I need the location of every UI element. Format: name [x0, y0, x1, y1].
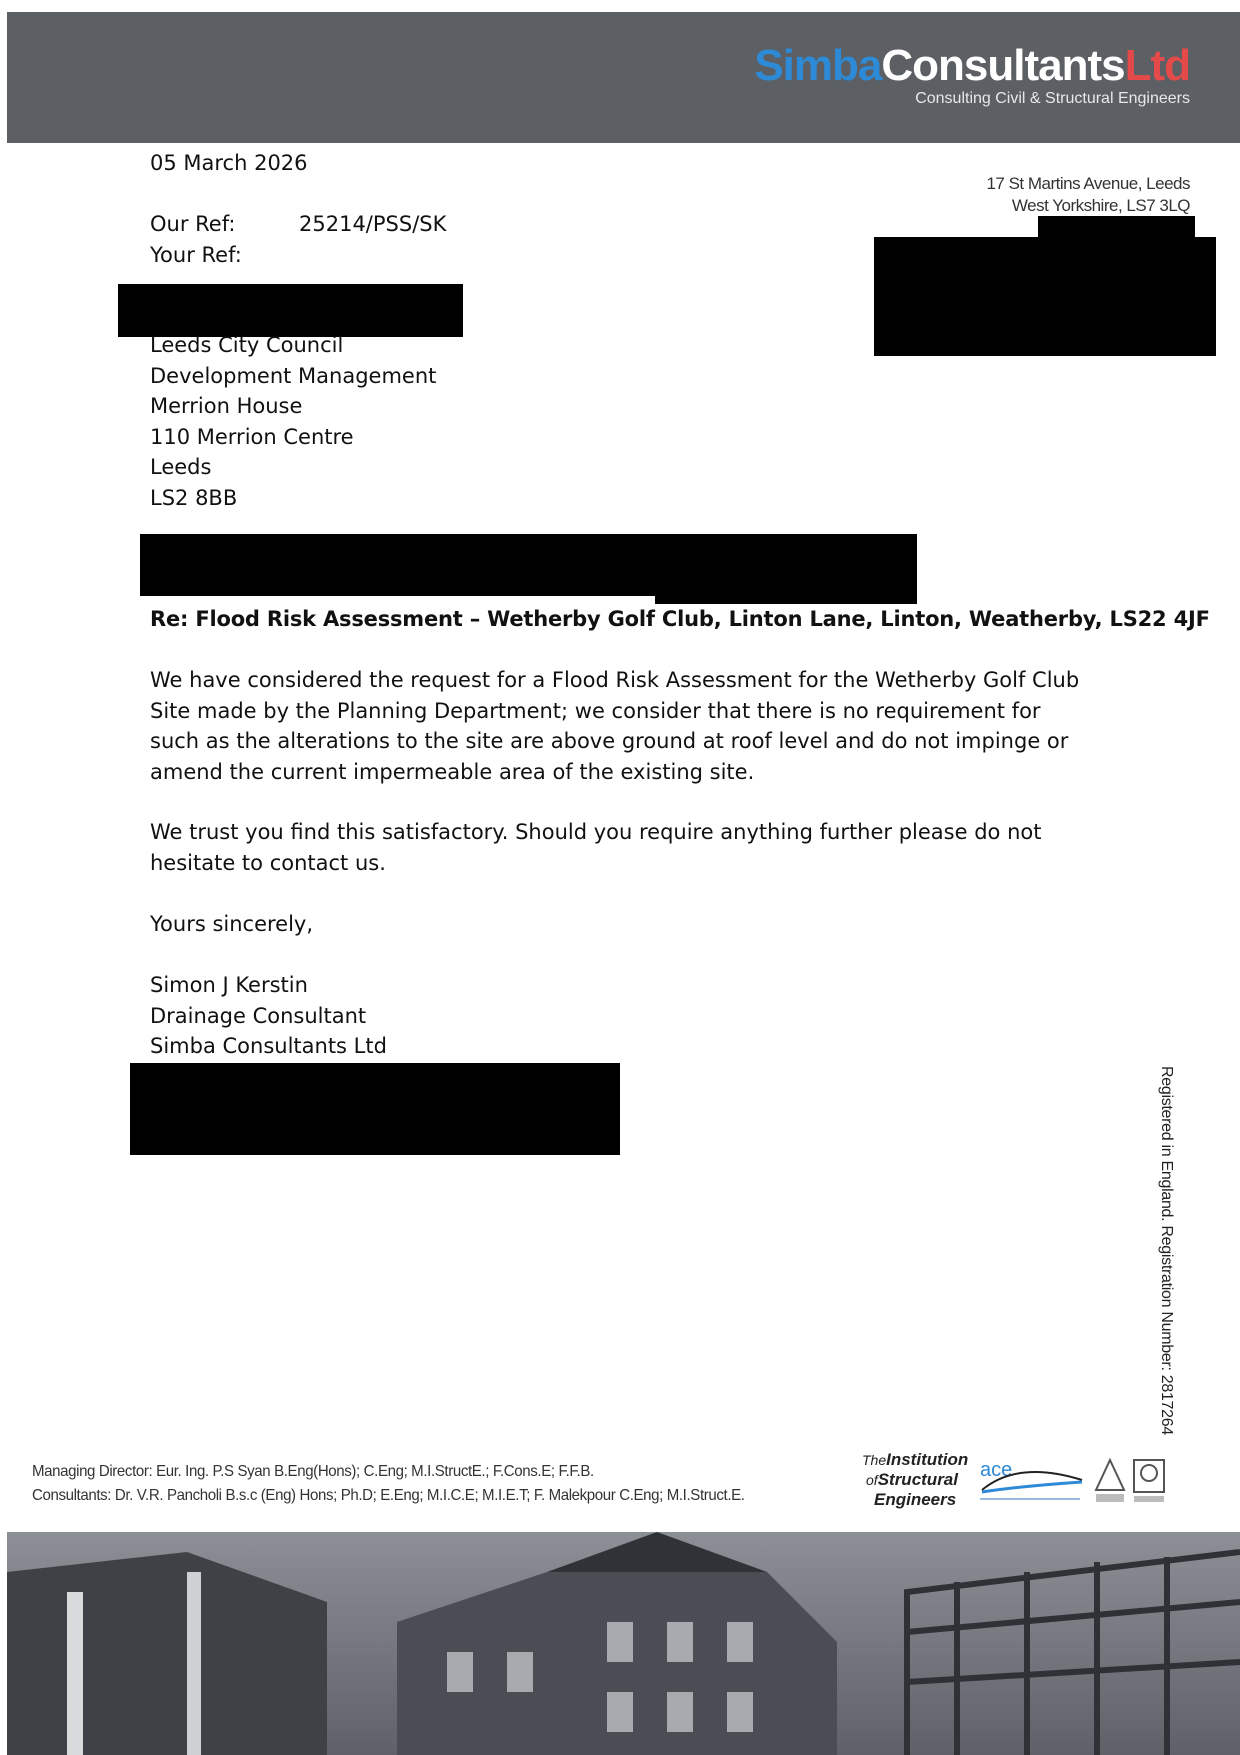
- istructe-logo: TheInstitution ofStructural Engineers: [862, 1450, 969, 1509]
- certification-badges: [1092, 1456, 1172, 1506]
- body-paragraph: We trust you find this satisfactory. Should you require anything further please do not hesitate to contact us.: [150, 820, 1042, 875]
- our-ref-value: 25214/PSS/SK: [299, 212, 447, 236]
- recipient-line: Leeds: [150, 455, 212, 479]
- signature-block: [150, 970, 387, 1062]
- photo-window: [507, 1652, 533, 1692]
- ace-swoosh: [982, 1482, 1082, 1492]
- certification-badge-plate: [1096, 1494, 1124, 1502]
- ace-strapline: [980, 1498, 1080, 1500]
- letterhead-banner: [7, 12, 1240, 143]
- our-ref-row: [150, 209, 446, 240]
- signatory-name: Simon J Kerstin: [150, 973, 308, 997]
- closing-salutation: Yours sincerely,: [150, 912, 314, 936]
- ace-logo-text: ace: [980, 1459, 1013, 1481]
- company-logo: [754, 42, 1190, 108]
- sender-address-line: West Yorkshire, LS7 3LQ: [1011, 196, 1190, 215]
- your-ref-label: Your Ref:: [150, 242, 242, 267]
- photo-column: [67, 1592, 83, 1755]
- managing-director-line: Managing Director: Eur. Ing. P.S Syan B.Eng(Hons); C.Eng; M.I.StructE.; F.Cons.E; F.F.B.: [32, 1463, 594, 1480]
- logo-tagline: Consulting Civil & Structural Engineers: [915, 90, 1190, 107]
- recipient-line: LS2 8BB: [150, 485, 238, 510]
- photo-window: [727, 1692, 753, 1732]
- staff-credentials: [32, 1460, 745, 1508]
- sender-address: [986, 173, 1190, 217]
- photo-window: [727, 1622, 753, 1662]
- photo-window: [667, 1692, 693, 1732]
- reference-block: [150, 209, 446, 270]
- your-ref-row: [150, 240, 446, 271]
- redaction-bar: [140, 562, 655, 596]
- signatory-title: Drainage Consultant: [150, 1003, 367, 1028]
- letter-subject: Re: Flood Risk Assessment – Wetherby Golf Club, Linton Lane, Linton, Weatherby, LS22 4JF: [150, 607, 1210, 631]
- photo-column: [187, 1572, 201, 1755]
- recipient-line: Merrion House: [150, 394, 303, 418]
- recipient-address: [150, 330, 436, 513]
- ace-logo: [978, 1456, 1086, 1504]
- photo-window: [607, 1622, 633, 1662]
- redaction-bar: [130, 1063, 620, 1155]
- recipient-line: Development Management: [150, 363, 437, 388]
- certification-triangle-icon: [1096, 1460, 1124, 1490]
- photo-window: [607, 1692, 633, 1732]
- redaction-bar: [874, 237, 1216, 356]
- consultants-line: Consultants: Dr. V.R. Pancholi B.s.c (Eng) Hons; Ph.D; E.Eng; M.I.C.E; M.I.E.T; F. Malekpour C.Eng; M.I.Struct.E.: [32, 1487, 745, 1504]
- body-paragraph: We have considered the request for a Flood Risk Assessment for the Wetherby Golf Club Site made by the Planning Department; we consider that there is no requirement for such as the alterations to the site are above ground at roof level and do not impinge or amend the current impermeable area of the existing site.: [150, 668, 1080, 784]
- ukas-crown-icon: [1141, 1465, 1157, 1481]
- recipient-line: Leeds City Council: [150, 333, 344, 357]
- signatory-company: Simba Consultants Ltd: [150, 1034, 387, 1058]
- footer-building-photo: [7, 1532, 1240, 1755]
- registration-number: Registered in England. Registration Number: 2817264: [1158, 1066, 1175, 1435]
- our-ref-label: Our Ref:: [150, 212, 236, 236]
- logo-wordmark: SimbaConsultantsLtd: [754, 41, 1190, 90]
- letter-date: 05 March 2026: [150, 151, 308, 175]
- ukas-badge-plate: [1134, 1496, 1164, 1502]
- photo-window: [447, 1652, 473, 1692]
- redaction-bar: [655, 562, 917, 604]
- sender-address-line: 17 St Martins Avenue, Leeds: [986, 174, 1190, 193]
- recipient-line: 110 Merrion Centre: [150, 424, 354, 449]
- photo-window: [667, 1622, 693, 1662]
